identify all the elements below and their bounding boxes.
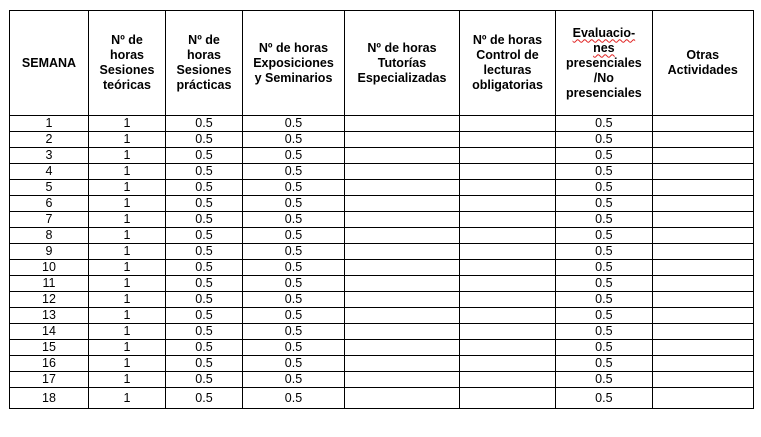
cell-practicas: 0.5: [166, 228, 243, 244]
cell-otras: [652, 212, 753, 228]
cell-evaluaciones: 0.5: [556, 324, 653, 340]
cell-otras: [652, 356, 753, 372]
header-row: [10, 11, 754, 116]
cell-practicas: 0.5: [166, 132, 243, 148]
table-row: [10, 196, 754, 212]
cell-tutorias: [345, 116, 460, 132]
cell-semana: 9: [10, 244, 89, 260]
cell-exposiciones: 0.5: [243, 276, 345, 292]
cell-exposiciones: 0.5: [243, 196, 345, 212]
header-control-lecturas: Nº de horas Control de lecturas obligatorias: [460, 11, 556, 116]
cell-lecturas: [460, 228, 556, 244]
cell-semana: 2: [10, 132, 89, 148]
cell-otras: [652, 244, 753, 260]
cell-evaluaciones: 0.5: [556, 164, 653, 180]
header-tutorias-especializadas: Nº de horas Tutorías Especializadas: [345, 11, 460, 116]
cell-exposiciones: 0.5: [243, 116, 345, 132]
weekly-hours-table: [9, 10, 754, 409]
cell-semana: 11: [10, 276, 89, 292]
cell-teoricas: 1: [89, 212, 166, 228]
cell-lecturas: [460, 388, 556, 409]
cell-lecturas: [460, 148, 556, 164]
cell-exposiciones: 0.5: [243, 212, 345, 228]
table-row: [10, 228, 754, 244]
cell-otras: [652, 276, 753, 292]
cell-lecturas: [460, 132, 556, 148]
cell-evaluaciones: 0.5: [556, 388, 653, 409]
cell-lecturas: [460, 212, 556, 228]
cell-teoricas: 1: [89, 164, 166, 180]
cell-otras: [652, 148, 753, 164]
cell-teoricas: 1: [89, 132, 166, 148]
cell-teoricas: 1: [89, 292, 166, 308]
cell-tutorias: [345, 340, 460, 356]
table-row: [10, 260, 754, 276]
cell-teoricas: 1: [89, 196, 166, 212]
header-exposiciones-seminarios: Nº de horas Exposiciones y Seminarios: [243, 11, 345, 116]
cell-evaluaciones: 0.5: [556, 196, 653, 212]
header-evaluaciones-part2: nes: [593, 40, 615, 55]
table-row: [10, 292, 754, 308]
cell-teoricas: 1: [89, 276, 166, 292]
cell-semana: 14: [10, 324, 89, 340]
cell-semana: 10: [10, 260, 89, 276]
cell-tutorias: [345, 196, 460, 212]
cell-tutorias: [345, 276, 460, 292]
table-row: [10, 116, 754, 132]
cell-evaluaciones: 0.5: [556, 244, 653, 260]
table-row: [10, 148, 754, 164]
header-evaluaciones: [556, 11, 653, 116]
cell-tutorias: [345, 132, 460, 148]
cell-practicas: 0.5: [166, 388, 243, 409]
cell-lecturas: [460, 116, 556, 132]
table-row: [10, 180, 754, 196]
cell-practicas: 0.5: [166, 148, 243, 164]
cell-evaluaciones: 0.5: [556, 116, 653, 132]
cell-teoricas: 1: [89, 356, 166, 372]
cell-semana: 8: [10, 228, 89, 244]
cell-evaluaciones: 0.5: [556, 308, 653, 324]
cell-otras: [652, 372, 753, 388]
cell-exposiciones: 0.5: [243, 132, 345, 148]
cell-tutorias: [345, 212, 460, 228]
cell-semana: 1: [10, 116, 89, 132]
cell-exposiciones: 0.5: [243, 148, 345, 164]
cell-evaluaciones: 0.5: [556, 340, 653, 356]
cell-practicas: 0.5: [166, 340, 243, 356]
cell-tutorias: [345, 388, 460, 409]
cell-exposiciones: 0.5: [243, 244, 345, 260]
cell-tutorias: [345, 180, 460, 196]
cell-evaluaciones: 0.5: [556, 180, 653, 196]
cell-evaluaciones: 0.5: [556, 132, 653, 148]
cell-tutorias: [345, 148, 460, 164]
table-row: [10, 388, 754, 409]
table-row: [10, 212, 754, 228]
cell-lecturas: [460, 260, 556, 276]
cell-lecturas: [460, 276, 556, 292]
cell-practicas: 0.5: [166, 164, 243, 180]
cell-teoricas: 1: [89, 116, 166, 132]
cell-exposiciones: 0.5: [243, 260, 345, 276]
cell-lecturas: [460, 292, 556, 308]
cell-tutorias: [345, 356, 460, 372]
cell-semana: 6: [10, 196, 89, 212]
cell-practicas: 0.5: [166, 356, 243, 372]
cell-practicas: 0.5: [166, 116, 243, 132]
cell-semana: 7: [10, 212, 89, 228]
cell-otras: [652, 292, 753, 308]
cell-semana: 12: [10, 292, 89, 308]
cell-practicas: 0.5: [166, 372, 243, 388]
cell-semana: 15: [10, 340, 89, 356]
cell-semana: 18: [10, 388, 89, 409]
header-otras-actividades: Otras Actividades: [652, 11, 753, 116]
cell-tutorias: [345, 308, 460, 324]
header-sesiones-practicas: Nº de horas Sesiones prácticas: [166, 11, 243, 116]
cell-teoricas: 1: [89, 180, 166, 196]
cell-evaluaciones: 0.5: [556, 356, 653, 372]
cell-lecturas: [460, 356, 556, 372]
cell-teoricas: 1: [89, 260, 166, 276]
cell-otras: [652, 308, 753, 324]
cell-exposiciones: 0.5: [243, 308, 345, 324]
table-row: [10, 164, 754, 180]
cell-exposiciones: 0.5: [243, 324, 345, 340]
cell-tutorias: [345, 228, 460, 244]
cell-lecturas: [460, 244, 556, 260]
cell-otras: [652, 228, 753, 244]
cell-teoricas: 1: [89, 324, 166, 340]
table-row: [10, 324, 754, 340]
cell-otras: [652, 116, 753, 132]
cell-lecturas: [460, 196, 556, 212]
cell-lecturas: [460, 372, 556, 388]
header-evaluaciones-part1: Evaluacio-: [572, 25, 636, 40]
cell-otras: [652, 324, 753, 340]
cell-otras: [652, 340, 753, 356]
cell-tutorias: [345, 164, 460, 180]
cell-otras: [652, 388, 753, 409]
cell-practicas: 0.5: [166, 260, 243, 276]
cell-semana: 5: [10, 180, 89, 196]
cell-teoricas: 1: [89, 340, 166, 356]
cell-teoricas: 1: [89, 148, 166, 164]
header-semana: SEMANA: [10, 11, 89, 116]
cell-lecturas: [460, 180, 556, 196]
cell-semana: 4: [10, 164, 89, 180]
cell-semana: 16: [10, 356, 89, 372]
cell-exposiciones: 0.5: [243, 292, 345, 308]
cell-practicas: 0.5: [166, 276, 243, 292]
cell-exposiciones: 0.5: [243, 164, 345, 180]
cell-practicas: 0.5: [166, 308, 243, 324]
table-row: [10, 132, 754, 148]
cell-evaluaciones: 0.5: [556, 276, 653, 292]
cell-practicas: 0.5: [166, 180, 243, 196]
table-body: [10, 116, 754, 409]
cell-evaluaciones: 0.5: [556, 372, 653, 388]
cell-exposiciones: 0.5: [243, 372, 345, 388]
cell-exposiciones: 0.5: [243, 340, 345, 356]
header-evaluaciones-part3: presenciales /No presenciales: [566, 55, 642, 100]
cell-otras: [652, 132, 753, 148]
cell-tutorias: [345, 292, 460, 308]
cell-practicas: 0.5: [166, 212, 243, 228]
cell-otras: [652, 196, 753, 212]
cell-evaluaciones: 0.5: [556, 212, 653, 228]
cell-semana: 3: [10, 148, 89, 164]
cell-evaluaciones: 0.5: [556, 148, 653, 164]
cell-tutorias: [345, 260, 460, 276]
cell-practicas: 0.5: [166, 196, 243, 212]
cell-evaluaciones: 0.5: [556, 228, 653, 244]
table-row: [10, 372, 754, 388]
cell-evaluaciones: 0.5: [556, 260, 653, 276]
cell-practicas: 0.5: [166, 292, 243, 308]
cell-tutorias: [345, 372, 460, 388]
table-row: [10, 276, 754, 292]
cell-exposiciones: 0.5: [243, 356, 345, 372]
table-row: [10, 356, 754, 372]
cell-otras: [652, 260, 753, 276]
cell-exposiciones: 0.5: [243, 180, 345, 196]
cell-teoricas: 1: [89, 244, 166, 260]
cell-tutorias: [345, 324, 460, 340]
cell-teoricas: 1: [89, 372, 166, 388]
table-row: [10, 340, 754, 356]
cell-lecturas: [460, 340, 556, 356]
cell-teoricas: 1: [89, 228, 166, 244]
cell-lecturas: [460, 164, 556, 180]
cell-practicas: 0.5: [166, 244, 243, 260]
cell-lecturas: [460, 324, 556, 340]
cell-semana: 17: [10, 372, 89, 388]
cell-practicas: 0.5: [166, 324, 243, 340]
table-row: [10, 244, 754, 260]
cell-semana: 13: [10, 308, 89, 324]
cell-exposiciones: 0.5: [243, 388, 345, 409]
cell-teoricas: 1: [89, 308, 166, 324]
header-sesiones-teoricas: Nº de horas Sesiones teóricas: [89, 11, 166, 116]
cell-exposiciones: 0.5: [243, 228, 345, 244]
cell-tutorias: [345, 244, 460, 260]
cell-otras: [652, 164, 753, 180]
cell-teoricas: 1: [89, 388, 166, 409]
cell-evaluaciones: 0.5: [556, 292, 653, 308]
table-row: [10, 308, 754, 324]
cell-otras: [652, 180, 753, 196]
cell-lecturas: [460, 308, 556, 324]
